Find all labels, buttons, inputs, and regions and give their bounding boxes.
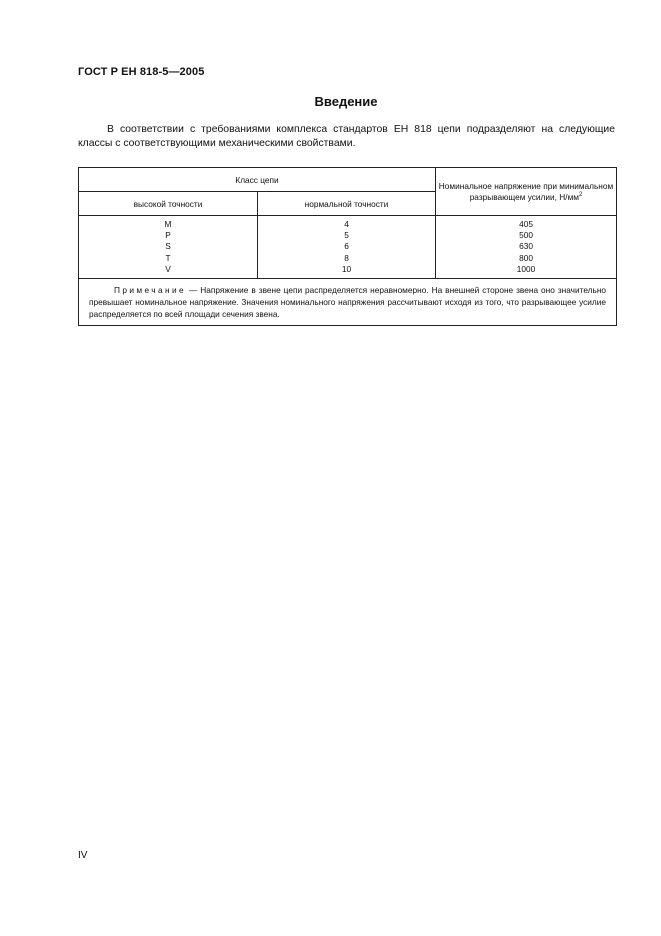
header-normal-accuracy: нормальной точности bbox=[258, 192, 436, 216]
document-identifier: ГОСТ Р ЕН 818-5—2005 bbox=[78, 66, 205, 78]
table-note bbox=[79, 279, 617, 326]
table-cell: P bbox=[165, 230, 171, 241]
table-cell: 800 bbox=[519, 252, 533, 263]
table-cell: T bbox=[165, 252, 171, 263]
table-cell: 4 bbox=[344, 219, 349, 229]
page-number: IV bbox=[78, 850, 88, 861]
header-nominal-text: Номинальное напряжение при минимальном разрывающем усилии, Н/мм bbox=[438, 180, 614, 202]
table-body-row bbox=[79, 216, 617, 279]
table-cell: 630 bbox=[519, 241, 533, 252]
chain-class-table bbox=[78, 167, 617, 326]
column-high-accuracy bbox=[79, 216, 258, 279]
header-high-accuracy: высокой точности bbox=[79, 192, 258, 216]
note-label: Примечание bbox=[114, 285, 187, 295]
table-cell: S bbox=[165, 241, 171, 252]
header-nominal-stress bbox=[436, 168, 617, 216]
column-normal-accuracy bbox=[258, 216, 436, 279]
table-cell: 1000 bbox=[516, 263, 536, 274]
column-nominal-stress bbox=[436, 216, 617, 279]
table-cell: 8 bbox=[344, 252, 349, 263]
table-cell: 5 bbox=[344, 230, 349, 241]
intro-text: В соответствии с требованиями комплекса стандартов ЕН 818 цепи подразделяют на следующие классы с соответствующими механическими свойствами. bbox=[78, 124, 615, 149]
table-cell: 405 bbox=[519, 219, 533, 229]
section-title: Введение bbox=[314, 94, 378, 109]
table-cell: V bbox=[165, 263, 171, 274]
table-cell: M bbox=[164, 219, 172, 229]
header-chain-class: Класс цепи bbox=[79, 168, 436, 192]
note-text: — Напряжение в звене цепи распределяется неравномерно. На внешней стороне звена оно значительно превышает номинальное напряжение. Значения номинального напряжения рассчитывают исходя из того, что разрывающее усилие распределяется по всей площади сечения звена. bbox=[89, 285, 607, 319]
intro-paragraph bbox=[78, 123, 615, 151]
table-cell: 6 bbox=[344, 241, 349, 252]
table-cell: 10 bbox=[341, 263, 352, 274]
header-nominal-sup: 2 bbox=[578, 191, 583, 198]
table-cell: 500 bbox=[519, 230, 533, 241]
